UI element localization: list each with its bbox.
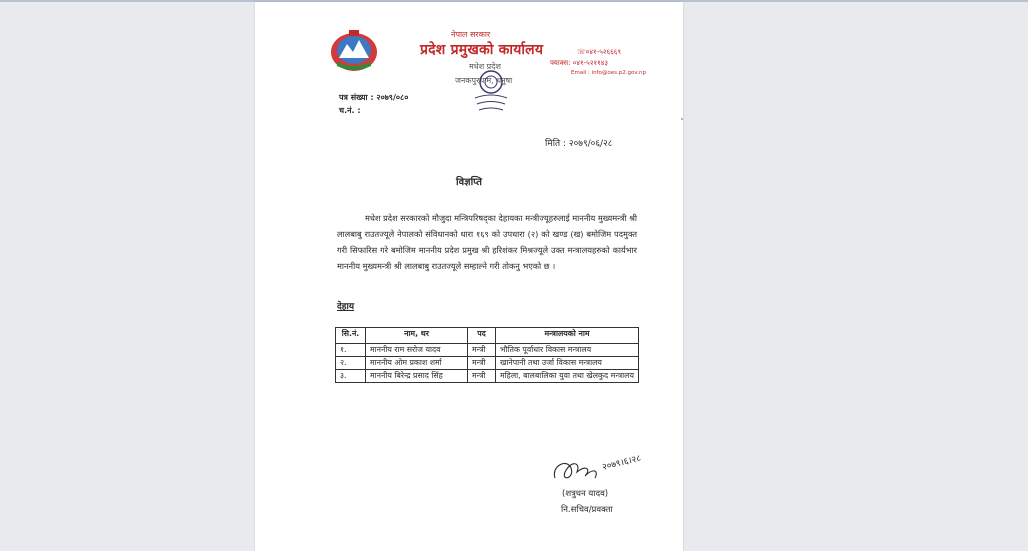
letter-number: पत्र संख्या : २०७९/०८० [339,93,409,102]
header-serial: सि.नं. [336,328,366,344]
province-name: मधेश प्रदेश [469,62,501,71]
cell-name: माननीय बिरेन्द्र प्रसाद सिंह [366,370,468,383]
cell-serial: ३. [336,370,366,383]
dispatch-number: च.नं. : [339,106,361,115]
signatory-name: (शत्रुधन यादव) [562,489,609,499]
document-page [255,2,683,551]
signature-date: २०७९।६।२८ [601,453,643,473]
office-name: प्रदेश प्रमुखको कार्यालय [420,42,544,58]
office-stamp-icon [469,68,513,118]
scroll-indicator [681,118,683,120]
header-post: पद [468,328,496,344]
city-name: जनकपुरधाम, धनुषा [455,76,513,85]
header-ministry: मन्त्रालयको नाम [496,328,639,344]
cell-ministry: भौतिक पूर्वाधार विकास मन्त्रालय [496,344,639,357]
table-row [336,357,639,370]
table-row [336,370,639,383]
signatory-designation: नि.सचिव/प्रवक्ता [561,505,613,515]
table-header-row [336,328,639,344]
notice-title: विज्ञप्ति [456,177,482,188]
cell-post: मन्त्री [468,357,496,370]
cell-post: मन्त्री [468,344,496,357]
minister-table [335,327,639,383]
letter-date: मिति : २०७९/०६/२८ [545,139,613,149]
table-row [336,344,639,357]
cell-ministry: महिला, बालबालिका युवा तथा खेलकुद मन्त्रालय [496,370,639,383]
signature-mark [547,448,659,490]
nepal-emblem-icon [329,28,379,72]
phone-number: ☏०४१-५२६६६९ [577,48,622,56]
cell-serial: २. [336,357,366,370]
email-address: Email : info@oes.p2.gov.np [571,70,646,76]
dehay-heading: देहाय [337,302,355,312]
cell-name: माननीय ओम प्रकाश शर्मा [366,357,468,370]
cell-name: माननीय राम सरोज यादव [366,344,468,357]
header-name: नाम, थर [366,328,468,344]
notice-body: मधेश प्रदेश सरकारको मौजुदा मन्त्रिपरिषद्का देहायका मन्त्रीज्यूहरुलाई माननीय मुख्यमन्त्री श्री लालबाबु राउतज्यूले नेपालको संविधानको धारा १६९ को उपधारा (२) को खण्ड (ख) बमोजिम पदमुक्त गरी सिफारिस गरे बमोजिम माननीय प्रदेश प्रमुख श्री हरिशंकर मिश्रज्यूले उक्त मन्त्रालयहरुको कार्यभार माननीय मुख्यमन्त्री श्री लालबाबु राउतज्यूले सम्हाल्ने गरी तोकनु भएको छ । [337,213,637,271]
fax-number: फ्याक्स: ०४१-५२११४३ [550,59,609,67]
cell-serial: १. [336,344,366,357]
cell-post: मन्त्री [468,370,496,383]
cell-ministry: खानेपानी तथा उर्जा विकास मन्त्रालय [496,357,639,370]
government-name: नेपाल सरकार [451,30,491,39]
